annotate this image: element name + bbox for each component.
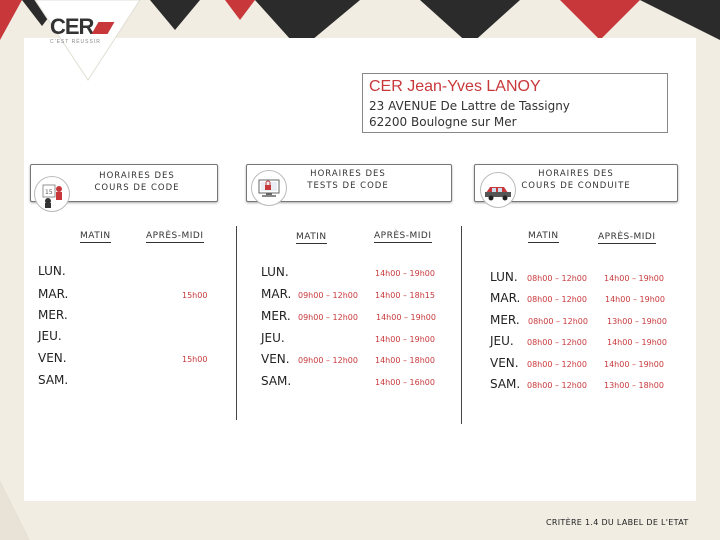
cours-conduite-day: VEN. bbox=[490, 356, 519, 370]
cours-code-day: MAR. bbox=[38, 287, 69, 301]
cours-conduite-day: MER. bbox=[490, 313, 520, 327]
cours-code-day: JEU. bbox=[38, 329, 62, 343]
tests-code-title bbox=[296, 168, 400, 192]
cours-conduite-day: MAR. bbox=[490, 291, 521, 305]
svg-text:15: 15 bbox=[45, 189, 53, 196]
tests-code-afternoon-time: 14h00 – 18h15 bbox=[375, 291, 435, 300]
divider-1 bbox=[236, 226, 237, 420]
cours-code-title-line-1: HORAIRES DES bbox=[99, 171, 175, 181]
cours-conduite-title bbox=[518, 168, 634, 192]
car-icon bbox=[480, 172, 516, 208]
logo-text: CER bbox=[50, 14, 94, 39]
tests-code-title-line-1: HORAIRES DES bbox=[310, 169, 386, 179]
cours-conduite-morning-time: 08h00 – 12h00 bbox=[527, 295, 587, 304]
cours-code-title-line-2: COURS DE CODE bbox=[94, 183, 180, 193]
tests-code-afternoon-time: 14h00 – 16h00 bbox=[375, 378, 435, 387]
cours-code-title bbox=[82, 170, 192, 194]
cours-conduite-morning-header: MATIN bbox=[528, 231, 559, 241]
cours-conduite-morning-time: 08h00 – 12h00 bbox=[528, 317, 588, 326]
cours-code-afternoon-header: APRÈS-MIDI bbox=[146, 231, 204, 241]
tests-code-title-line-2: TESTS DE CODE bbox=[307, 181, 389, 191]
cer-logo bbox=[50, 16, 120, 45]
cours-conduite-day: SAM. bbox=[490, 377, 521, 391]
divider-2 bbox=[461, 226, 462, 424]
tests-code-afternoon-time: 14h00 – 19h00 bbox=[376, 313, 436, 322]
tests-code-day: MER. bbox=[261, 309, 291, 323]
cours-code-day: SAM. bbox=[38, 373, 69, 387]
cours-conduite-day: JEU. bbox=[490, 334, 514, 348]
tests-code-morning-header: MATIN bbox=[296, 232, 327, 242]
tests-code-day: LUN. bbox=[261, 265, 289, 279]
address-box bbox=[362, 73, 668, 133]
cours-conduite-title-line-1: HORAIRES DES bbox=[538, 169, 614, 179]
computer-lock-icon bbox=[251, 170, 287, 206]
logo-tagline: C'EST RÉUSSIR bbox=[50, 39, 101, 45]
cours-conduite-morning-time: 08h00 – 12h00 bbox=[527, 381, 587, 390]
cours-conduite-afternoon-time: 14h00 – 19h00 bbox=[605, 295, 665, 304]
tests-code-day: MAR. bbox=[261, 287, 292, 301]
cours-conduite-afternoon-time: 14h00 – 19h00 bbox=[604, 274, 664, 283]
tests-code-morning-time: 09h00 – 12h00 bbox=[298, 313, 358, 322]
cours-conduite-day: LUN. bbox=[490, 270, 518, 284]
tests-code-morning-time: 09h00 – 12h00 bbox=[298, 291, 358, 300]
tests-code-afternoon-time: 14h00 – 18h00 bbox=[375, 356, 435, 365]
cours-conduite-morning-time: 08h00 – 12h00 bbox=[527, 360, 587, 369]
tests-code-day: VEN. bbox=[261, 352, 290, 366]
cours-code-day: VEN. bbox=[38, 351, 67, 365]
footer-criterion: CRITÈRE 1.4 DU LABEL DE L'ETAT bbox=[546, 518, 689, 527]
logo-swoosh-icon bbox=[92, 22, 115, 34]
address-line-1: 23 AVENUE De Lattre de Tassigny bbox=[369, 99, 570, 113]
cours-conduite-afternoon-time: 14h00 – 19h00 bbox=[607, 338, 667, 347]
tests-code-day: SAM. bbox=[261, 374, 292, 388]
cours-code-day: MER. bbox=[38, 308, 68, 322]
cours-code-day: LUN. bbox=[38, 264, 66, 278]
tests-code-morning-time: 09h00 – 12h00 bbox=[298, 356, 358, 365]
cours-conduite-afternoon-header: APRÈS-MIDI bbox=[598, 232, 656, 242]
school-name: CER Jean-Yves LANOY bbox=[369, 78, 541, 95]
tests-code-day: JEU. bbox=[261, 331, 285, 345]
cours-conduite-afternoon-time: 13h00 – 19h00 bbox=[607, 317, 667, 326]
cours-conduite-morning-time: 08h00 – 12h00 bbox=[527, 338, 587, 347]
cours-code-afternoon-time: 15h00 bbox=[182, 355, 208, 364]
cours-code-morning-header: MATIN bbox=[80, 231, 111, 241]
cours-conduite-afternoon-time: 13h00 – 18h00 bbox=[604, 381, 664, 390]
cours-conduite-title-line-2: COURS DE CONDUITE bbox=[521, 181, 631, 191]
tests-code-afternoon-header: APRÈS-MIDI bbox=[374, 231, 432, 241]
tests-code-afternoon-time: 14h00 – 19h00 bbox=[375, 269, 435, 278]
address-line-2: 62200 Boulogne sur Mer bbox=[369, 115, 517, 129]
cours-conduite-afternoon-time: 14h00 – 19h00 bbox=[604, 360, 664, 369]
tests-code-afternoon-time: 14h00 – 19h00 bbox=[375, 335, 435, 344]
calendar-people-icon bbox=[34, 176, 70, 212]
cours-code-afternoon-time: 15h00 bbox=[182, 291, 208, 300]
cours-conduite-morning-time: 08h00 – 12h00 bbox=[527, 274, 587, 283]
